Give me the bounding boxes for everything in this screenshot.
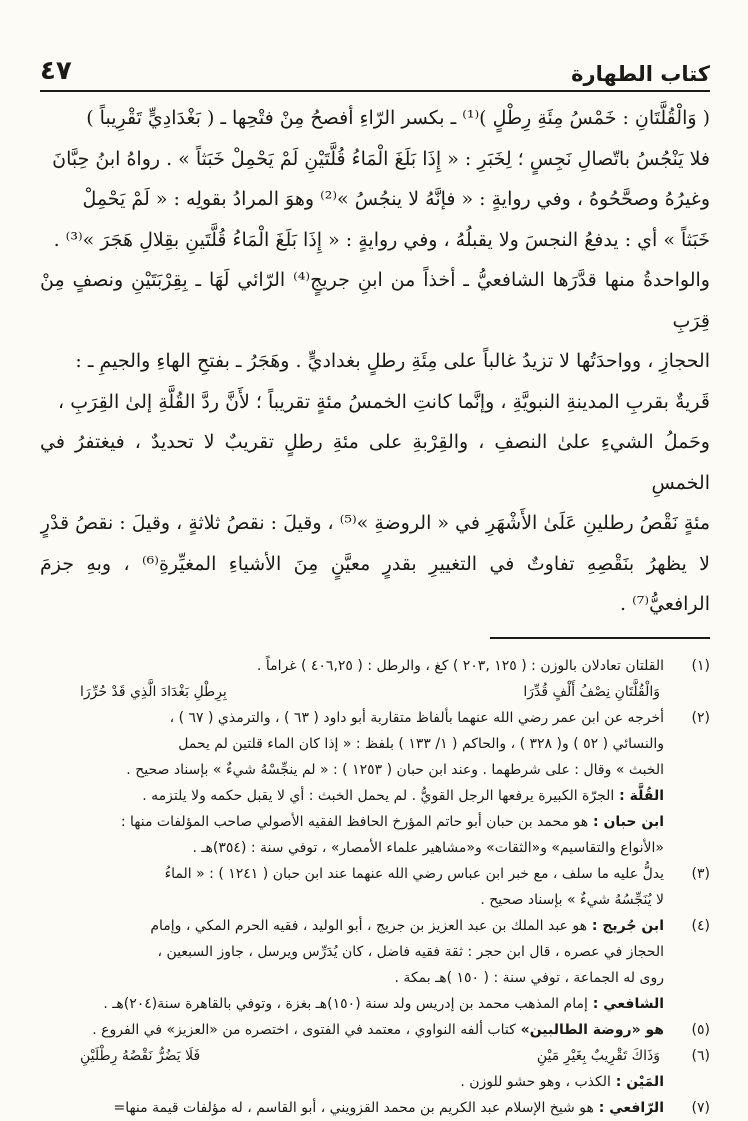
footnote-line: يدلُّ عليه ما سلف ، مع خبر ابن عباس رضي الله عنهما عند ابن حبان ( ١٢٤١ ) : « الماءُ [164,865,664,882]
page-header [40,52,710,92]
footnote [40,1043,710,1069]
main-line: خَبَثاً » أي : يدفعُ النجسَ ولا يقبلُهُ ، وفي روايةٍ : « إِذَا بَلَغَ الْمَاءُ قُلَّتَينِ بقِلالِ هَجَرَ »⁽³⁾ . [53,228,710,251]
verse-hemistich: وَذَاكَ تَقْرِيبٌ بِغَيْرِ مَيْنِ [536,1047,660,1064]
footnote-number: (٥) [691,1021,710,1038]
footnote [40,991,710,1017]
book-title: كتاب الطهارة [571,62,710,86]
footnote-line: لا يُنَجِّسُهُ شيءٌ » بإسناد صحيح . [480,891,664,908]
footnote-line: ابن حبان : هو محمد بن حبان أبو حاتم المؤرخ الحافظ الفقيه الأصولي صاحب المؤلفات منها : [120,813,664,830]
main-line: وغيرُهُ وصحَّحُوهُ ، وفي روايةٍ : « فإنَّهُ لا ينجُسُ »⁽²⁾ وهوَ المرادُ بقولِه : « لَمْ يَحْمِلْ [82,188,710,210]
footnote-line: هو «روضة الطالبين» كتاب ألفه النواوي ، معتمد في الفتوى ، اختصره من «العزيز» في الفروع . [92,1021,664,1038]
footnote-term: ابن جُريج : [586,917,664,934]
footnote-line: القلتان تعادلان بالوزن : ( ١٢٥ ,٢٠٣ ) كغ ، والرطل : ( ٤٠٦,٢٥ ) غراماً . [256,657,664,674]
footnote-body [40,705,664,783]
footnote-line: القُلَّة : الجرّة الكبيرة يرفعها الرجل القويُّ . لم يحمل الخبث : أي لا يقبل حكمه ولا يلتزمه . [142,787,664,804]
footnote-separator [490,637,710,639]
footnote-line: أخرجه عن ابن عمر رضي الله عنهما بألفاظ متقاربة أبو داود ( ٦٣ ) ، والترمذي ( ٦٧ ) ، [169,709,664,726]
footnote [40,809,710,861]
footnote-line: الحجاز في عصره ، قال ابن حجر : ثقة فقيه فاضل ، كان يُدَرِّس ويرسل ، جاوز السبعين ، [157,943,664,960]
footnote-term: الرّافعي : [593,1099,664,1116]
footnote [40,783,710,809]
main-line: الحجازِ ، وواحدَتُها لا تزيدُ غالباً على مِئَةِ رطلٍ بغداديٍّ . وهَجَرُ ـ بفتحِ الهاءِ والجيمِ ـ : [75,350,710,372]
footnote-verse [40,679,664,705]
footnote-line: الرّافعي : هو شيخ الإسلام عبد الكريم بن محمد القزويني ، أبو القاسم ، له مؤلفات قيمة منها= [113,1099,664,1116]
footnote-line: المَيْن : الكذب ، وهو حشو للوزن . [460,1073,664,1090]
footnote-line: روى له الجماعة ، توفي سنة : ( ١٥٠ )هـ بمكة . [394,969,664,986]
footnote-number: (٧) [691,1099,710,1116]
footnote-body [40,991,664,1017]
footnote-body [40,1017,664,1043]
footnote-line: ابن جُريج : هو عبد الملك بن عبد العزيز بن جريج ، أبو الوليد ، فقيه الحرم المكي ، وإمام [150,917,664,934]
footnote-term: القُلَّة : [614,787,664,804]
main-line: مئةٍ نَقْصُ رطلينِ عَلَىٰ الأَشْهَرِ في « الروضةِ »⁽⁵⁾ ، وقيلَ : نقصُ ثلاثةٍ ، وقيلَ : نقصُ قدْرٍ [40,512,710,534]
footnote-line: والنسائي ( ٥٢ ) و( ٣٢٨ ) ، والحاكم ( ١/ ١٣٣ ) بلفظ : « إذا كان الماء قلتين لم يحمل [178,735,664,752]
main-line: وحَملُ الشيءِ علىٰ النصفِ ، والقِرْبةِ على مئةِ رطلٍ تقريبٌ لا تحديدٌ ، فيغتفرُ في الخمسِ [40,431,710,494]
footnote [40,861,710,913]
main-line: قَريةٌ بقربِ المدينةِ النبويَّةِ ، وإنَّما كانتِ الخمسُ مئةٍ تقريباً ؛ لأَنَّ ردَّ القُلَّةِ إلىٰ القِرَبِ ، [58,390,710,413]
footnote [40,913,710,991]
footnote-body [40,1095,664,1121]
footnote-line: الخبث » وقال : على شرطهما . وعند ابن حبان ( ١٢٥٣ ) : « لم ينجِّسْهُ شيءٌ » بإسناد صحيح . [126,761,664,778]
main-line: لا يظهرُ بنَقْصِهِ تفاوتٌ في التغييرِ بقدرٍ معيَّنٍ مِنَ الأشياءِ المغيِّرةِ⁽⁶⁾ ، وبهِ جزمَ الرافعيُّ⁽⁷⁾ . [40,552,710,615]
footnote-term: الشافعي : [587,995,664,1012]
footnote [40,1069,710,1095]
footnote [40,1017,710,1043]
footnote-number: (١) [691,657,710,674]
footnote-verse [40,1043,664,1069]
footnote-number: (٢) [691,709,710,726]
main-line: فلا يَنْجُسُ باتّصالِ نَجِسٍ ؛ لِخَبَرِ : « إِذَا بَلَغَ الْمَاءُ قُلَّتَيْنِ لَمْ يَحْمِلْ خَبَثاً » . رواهُ ابنُ حِبَّانَ [52,147,710,170]
footnote-number: (٣) [691,865,710,882]
footnotes [40,653,710,1121]
footnote [40,1095,710,1121]
footnote-body [40,913,664,991]
footnote-number: (٤) [691,917,710,934]
footnote-term: ابن حبان : [588,813,664,830]
main-line: ( وَالْقُلَّتَانِ : خَمْسُ مِئَةِ رِطْلٍ )⁽¹⁾ ـ بكسر الرّاءِ أفصحُ مِنْ فتْحِها ـ ( بَغْدَادِيٍّ تَقْرِيباً ) [86,107,710,129]
footnote [40,653,710,705]
main-line: والواحدةُ منها قدَّرَها الشافعيُّ ـ أخذاً من ابنِ جريجٍ⁽⁴⁾ الرّائي لَهَا ـ بِقِرْبَتَيْنِ ونصفٍ مِنْ قِرَبِ [40,269,710,332]
footnote [40,705,710,783]
verse-hemistich: بِرِطْلِ بَغْدَادَ الَّذِي قَدْ حُرِّرَا [80,683,227,700]
footnote-body [40,653,664,705]
book-page [40,52,710,1121]
footnote-body [40,783,664,809]
footnote-body [40,1043,664,1069]
verse-hemistich: وَالْقُلَّتَانِ نِصْفُ أَلْفٍ قُدِّرَا [523,683,660,700]
footnote-term: هو «روضة الطالبين» [515,1021,664,1038]
main-text [40,98,710,625]
footnote-body [40,1069,664,1095]
footnote-body [40,809,664,861]
footnote-line: «الأنواع والتقاسيم» و«الثقات» و«مشاهير علماء الأمصار» ، توفي سنة : (٣٥٤)هـ . [192,839,664,856]
footnote-body [40,861,664,913]
verse-hemistich: فَلَا يَضُرُّ نَقْصُهُ رِطْلَيْنِ [80,1047,201,1064]
page-number: ٤٧ [40,56,72,86]
footnote-number: (٦) [691,1047,710,1064]
footnote-term: المَيْن : [610,1073,664,1090]
footnote-line: الشافعي : إمام المذهب محمد بن إدريس ولد سنة (١٥٠)هـ بغزة ، وتوفي بالقاهرة سنة(٢٠٤)هـ . [103,995,664,1012]
